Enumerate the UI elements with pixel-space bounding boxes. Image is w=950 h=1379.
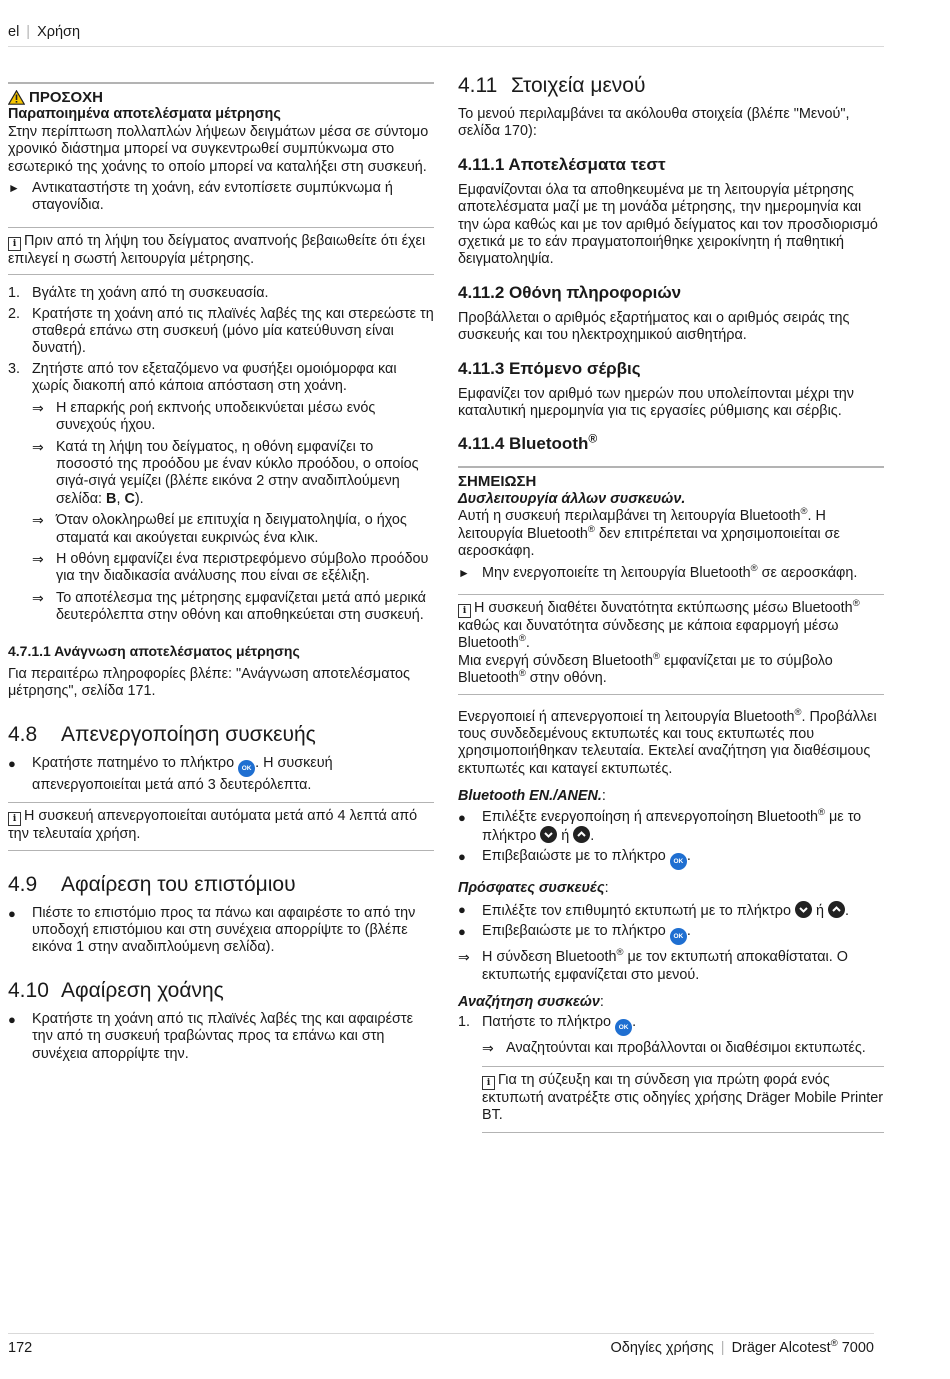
- bullet-icon: ●: [8, 755, 16, 771]
- ok-key-icon: OK: [670, 928, 687, 945]
- bluetooth-onoff-bullet-1: ● Επιλέξτε ενεργοποίηση ή απενεργοποίηση Bluetooth® με το πλήκτρο ή .: [458, 806, 862, 844]
- text-4-11: Το μενού περιλαμβάνει τα ακόλουθα στοιχεία (βλέπε "Μενού", σελίδα 170):: [458, 106, 850, 140]
- warning-action: ► Αντικαταστήστε τη χοάνη, εάν εντοπίσετε συμπύκνωμα ή σταγονίδια.: [8, 180, 393, 214]
- page-footer: [8, 1333, 874, 1357]
- step-2: 2. Κρατήστε τη χοάνη από τις πλαϊνές λαβές της και στερεώστε τη σταθερά επάνω στη συσκευή (μόνο μία κατεύθυνση είναι δυνατή).: [8, 305, 434, 357]
- result-arrow-icon: ⇒: [32, 550, 44, 567]
- heading-4-11-2: 4.11.2 Οθόνη πληροφοριών: [458, 282, 682, 302]
- result-3: ⇒ Όταν ολοκληρωθεί με επιτυχία η δειγματοληψία, ο ήχος σταματά και ακούγεται ευκρινώς ένα κλικ.: [32, 512, 407, 546]
- result-arrow-icon: ⇒: [32, 438, 44, 455]
- note-bluetooth: i Η συσκευή διαθέτει δυνατότητα εκτύπωσης μέσω Bluetooth® καθώς και δυνατότητα σύνδεσης με κάποια εφαρμογή μέσω Bluetooth®. Μια ενεργή σύνδεση Bluetooth® εμφανίζεται με το σύμβολο Bluetooth® στην οθόνη.: [458, 594, 884, 695]
- recent-devices-bullet-1: ● Επιλέξτε τον επιθυμητό εκτυπωτή με το πλήκτρο ή .: [458, 901, 849, 919]
- info-icon: i: [8, 237, 21, 251]
- ok-key-icon: OK: [238, 760, 255, 777]
- result-5: ⇒ Το αποτέλεσμα της μέτρησης εμφανίζεται μετά από μερικά δευτερόλεπτα στην οθόνη και αποθηκεύεται στη συσκευή.: [32, 589, 426, 624]
- result-arrow-icon: ⇒: [32, 512, 44, 529]
- result-arrow-icon: ⇒: [482, 1040, 494, 1057]
- text-4-11-2: Προβάλλεται ο αριθμός εξαρτήματος και ο αριθμός σειράς της συσκευής και του ηλεκτροχημικού αισθητήρα.: [458, 309, 850, 344]
- warning-subtitle: Παραποιημένα αποτελέσματα μέτρησης: [8, 106, 281, 123]
- note-measurement-mode: i Πριν από τη λήψη του δείγματος αναπνοής βεβαιωθείτε ότι έχει επιλεγεί η σωστή λειτουργία μέτρησης.: [8, 227, 434, 275]
- bullet-4-8: ● Κρατήστε πατημένο το πλήκτρο OK . Η συσκευή απενεργοποιείται μετά από 3 δευτερόλεπτα.: [8, 754, 333, 793]
- search-devices-label: Αναζήτηση συσκεών:: [458, 994, 604, 1010]
- heading-4-11-1: 4.11.1 Αποτελέσματα τεστ: [458, 154, 666, 174]
- note-auto-off: i Η συσκευή απενεργοποιείται αυτόματα μετά από 4 λεπτά από την τελευταία χρήση.: [8, 802, 434, 850]
- warning-triangle-icon: [8, 90, 25, 105]
- up-key-icon: [573, 826, 590, 843]
- heading-4-10: 4.10 Αφαίρεση χοάνης: [8, 978, 224, 1002]
- up-key-icon: [828, 901, 845, 918]
- bullet-icon: ●: [458, 849, 466, 865]
- bluetooth-onoff-bullet-2: ● Επιβεβαιώστε με το πλήκτρο OK .: [458, 848, 884, 870]
- text-4-7-1-1: Για περαιτέρω πληροφορίες βλέπε: "Ανάγνωση αποτελέσματος μέτρησης", σελίδα 171.: [8, 665, 410, 700]
- footer-doc-info: Οδηγίες χρήσης | Dräger Alcotest® 7000: [610, 1338, 874, 1356]
- heading-4-11: 4.11 Στοιχεία μενού: [458, 74, 646, 97]
- result-1: ⇒ Η επαρκής ροή εκπνοής υποδεικνύεται μέσω ενός συνεχούς ήχου.: [32, 399, 376, 434]
- step-3: 3. Ζητήστε από τον εξεταζόμενο να φυσήξει ομοιόμορφα και χωρίς διακοπή από κάποια απόσταση στη χοάνη. ⇒ Η επαρκής ροή εκπνοής υποδεικνύεται μέσω ενός συνεχούς ήχου. ⇒ Κατά τη λήψη του δείγματος, η οθόνη εμφανίζει το ποσοστό της προόδου με έναν κύκλο προόδου, ο οποίος σιγά-σιγά γεμίζει (βλέπε εικόνα 2 στην αναδιπλούμενη σελίδα: B, C). ⇒ Όταν ολοκληρωθεί με επιτυχία η δειγματοληψία, ο ήχος σταματά και ακούγεται ευκρινώς ένα κλικ. ⇒ Η οθόνη εμφανίζει ένα περιστρεφόμενο σύμβολο προόδου για την διαδικασία ανάλυσης που είναι σε εξέλιξη. ⇒ Το αποτέλεσμα της μέτρησης εμφανίζεται μετά από μερικά δευτερόλεπτα στην οθόνη και αποθηκεύεται στη συσκευή.: [8, 361, 434, 625]
- bluetooth-onoff-label: Bluetooth ΕΝ./ΑΝΕΝ.:: [458, 788, 606, 805]
- result-arrow-icon: ⇒: [32, 399, 44, 416]
- bullet-icon: ●: [458, 924, 466, 940]
- heading-4-11-3: 4.11.3 Επόμενο σέρβις: [458, 358, 641, 378]
- step-1: 1. Βγάλτε τη χοάνη από τη συσκευασία.: [8, 285, 269, 302]
- heading-4-11-4: 4.11.4 Bluetooth®: [458, 431, 598, 454]
- hint-subtitle: Δυσλειτουργία άλλων συσκευών.: [458, 490, 686, 507]
- language-code: el: [8, 24, 20, 40]
- right-column: [458, 74, 884, 1133]
- hint-title: ΣΗΜΕΙΩΣΗ: [458, 473, 537, 491]
- warning-text: Στην περίπτωση πολλαπλών λήψεων δειγμάτων μέσα σε σύντομο χρονικό διάστημα μπορεί να συγκεντρωθεί συμπύκνωμα στο εσωτερικό της χοάνης το οποίο μπορεί να καταλήξει στη συσκευή.: [8, 123, 429, 175]
- warning-box: [8, 82, 434, 215]
- hint-action: ► Μην ενεργοποιείτε τη λειτουργία Bluetooth® σε αεροσκάφη.: [458, 562, 858, 581]
- result-4: ⇒ Η οθόνη εμφανίζει ένα περιστρεφόμενο σύμβολο προόδου για την διαδικασία ανάλυσης που είναι σε εξέλιξη.: [32, 550, 429, 585]
- action-arrow-icon: ►: [458, 565, 470, 580]
- recent-devices-label: Πρόσφατες συσκευές:: [458, 880, 609, 897]
- bullet-icon: ●: [8, 1011, 16, 1027]
- bluetooth-description: Ενεργοποιεί ή απενεργοποιεί τη λειτουργία Bluetooth®. Προβάλλει τους συνδεδεμένους εκτυπωτές και τους εκτυπωτές που χρησιμοποιήθηκαν τελευταία. Εκτελεί αναζήτηση για διαθέσιμους εκτυπωτές και καταγεί εκτυπωτές.: [458, 706, 877, 777]
- hint-text: Αυτή η συσκευή περιλαμβάνει τη λειτουργία Bluetooth®. Η λειτουργία Bluetooth® δεν επιτρέπεται να χρησιμοποιείται σε αεροσκάφη.: [458, 506, 840, 560]
- bullet-4-9: ● Πιέστε το επιστόμιο προς τα πάνω και αφαιρέστε το από την υποδοχή επιστόμιου και στη συνέχεια απορρίψτε το (βλέπε εικόνα 1 στην αναδιπλούμενη σελίδα).: [8, 904, 416, 956]
- bullet-4-10: ● Κρατήστε τη χοάνη από τις πλαϊνές λαβές της και αφαιρέστε την από τη συσκευή τραβώντας προς τα επάνω και στη συνέχεια απορρίψτε την.: [8, 1010, 414, 1062]
- hint-box: [458, 466, 884, 581]
- result-arrow-icon: ⇒: [32, 589, 44, 606]
- search-step-1: 1. Πατήστε το πλήκτρο OK . ⇒ Αναζητούνται και προβάλλονται οι διαθέσιμοι εκτυπωτές. i Για τη σύζευξη και τη σύνδεση για πρώτη φορά ενός εκτυπωτή ανατρέξτε στις οδηγίες χρήσης Dräger Mobile Printer BT.: [458, 1014, 884, 1132]
- note-printer-pairing: i Για τη σύζευξη και τη σύνδεση για πρώτη φορά ενός εκτυπωτή ανατρέξτε στις οδηγίες χρήσης Dräger Mobile Printer BT.: [482, 1066, 884, 1133]
- action-arrow-icon: ►: [8, 181, 20, 196]
- info-icon: i: [482, 1076, 495, 1090]
- info-icon: i: [458, 604, 471, 618]
- bullet-icon: ●: [458, 809, 466, 825]
- down-key-icon: [540, 826, 557, 843]
- ok-key-icon: OK: [670, 853, 687, 870]
- search-result: ⇒ Αναζητούνται και προβάλλονται οι διαθέσιμοι εκτυπωτές.: [482, 1040, 866, 1057]
- warning-title: ΠΡΟΣΟΧΗ: [8, 89, 434, 106]
- page-header: [8, 24, 884, 47]
- text-4-11-1: Εμφανίζονται όλα τα αποθηκευμένα με τη λειτουργία μέτρησης αποτελέσματα μαζί με τη μονάδα μέτρησης, την ημερομηνία και την ώρα καθώς και με τον αριθμό δείγματος και τον προσδιορισμό σχετικά με το εάν πραγματοποιήθηκε χειροκίνητη ή παθητική δειγματοληψία.: [458, 181, 878, 268]
- heading-4-7-1-1: 4.7.1.1 Ανάγνωση αποτελέσματος μέτρησης: [8, 642, 300, 659]
- left-column: [8, 74, 434, 1063]
- recent-devices-bullet-2: ● Επιβεβαιώστε με το πλήκτρο OK .: [458, 923, 884, 945]
- header-separator: |: [26, 24, 31, 40]
- bullet-icon: ●: [8, 905, 16, 921]
- info-icon: i: [8, 812, 21, 826]
- heading-4-8: 4.8 Απενεργοποίηση συσκευής: [8, 722, 316, 746]
- ok-key-icon: OK: [615, 1019, 632, 1036]
- result-arrow-icon: ⇒: [458, 949, 470, 966]
- sampling-steps: [8, 285, 434, 624]
- text-4-11-3: Εμφανίζει τον αριθμό των ημερών που υπολείπονται μέχρι την καταλυτική ημερομηνία για τις εργασίες ρύθμισης και σέρβις.: [458, 385, 854, 420]
- result-2: ⇒ Κατά τη λήψη του δείγματος, η οθόνη εμφανίζει το ποσοστό της προόδου με έναν κύκλο προόδου, ο οποίος σιγά-σιγά γεμίζει (βλέπε εικόνα 2 στην αναδιπλούμενη σελίδα: B, C).: [32, 438, 419, 507]
- page-number: 172: [8, 1340, 33, 1356]
- heading-4-9: 4.9 Αφαίρεση του επιστόμιου: [8, 872, 296, 896]
- bullet-icon: ●: [458, 901, 466, 917]
- header-section: Χρήση: [37, 24, 81, 40]
- down-key-icon: [795, 901, 812, 918]
- recent-devices-result: ⇒ Η σύνδεση Bluetooth® με τον εκτυπωτή αποκαθίσταται. Ο εκτυπωτής εμφανίζεται στο μενού.: [458, 947, 848, 983]
